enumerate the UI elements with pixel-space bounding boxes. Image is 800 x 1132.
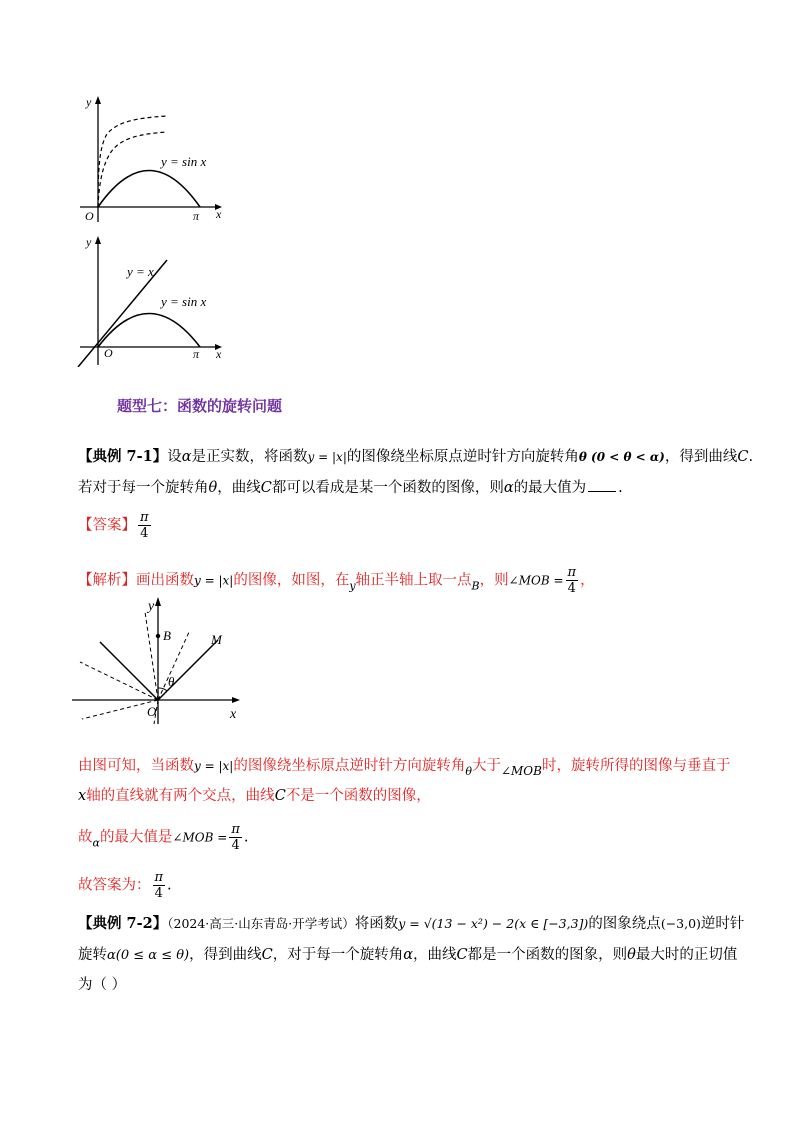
answer-7-1 [78,510,153,541]
x-axis-arrow-icon [232,697,240,703]
y-axis-arrow-icon [95,236,101,244]
y-axis-label: y [86,235,92,249]
point-B [156,634,160,638]
example-7-2-line-2: 旋转α(0 ≤ α ≤ θ)，得到曲线C，对于每一个旋转角α，曲线C都是一个函数的图象，则θ最大时的正切值 [78,947,738,963]
example-7-2-line-1: 【典例 7-2】（2024·高三·山东青岛·开学考试）将函数y = √(13 − x²) − 2(x ∈ [−3,3])的图象绕点(−3,0)逆时针 [78,915,745,932]
y-axis-label: y [86,95,92,109]
example-tag: 【典例 7-2】 [78,915,168,932]
conclusion-line-1: 由图可知，当函数y = |x|的图像绕坐标原点逆时针方向旋转角$_\theta$大于$_{\angle MOB}$时，旋转所得的图像与垂直于 [78,758,731,778]
origin-label: O [104,346,113,360]
example-7-1-line-1: 【典例 7-1】设α是正实数，将函数y = |x|的图像绕坐标原点逆时针方向旋转角θ (0 < θ < α)，得到曲线C. [78,448,754,465]
example-7-2-line-3: 为（ ） [78,977,127,993]
label-B: B [163,628,171,643]
example-tag: 【典例 7-1】 [78,448,168,465]
x-axis-label: x [216,207,222,221]
y-axis-arrow-icon [95,96,101,104]
curve-label: y = sin x [161,154,207,169]
line-label: y = x [127,264,154,279]
curve-label: y = sin x [161,294,207,309]
y-axis-arrow-icon [155,597,161,606]
dashed-ray-2 [145,612,158,700]
section-heading: 题型七：函数的旋转问题 [117,397,283,415]
y-axis-label: y [148,599,155,614]
ray-left [100,642,158,700]
sin-curve [98,314,200,348]
answer-fraction: $\frac{\pi}{4}$ [140,510,149,541]
sin-curve [98,171,200,208]
conclusion-line-3: 故$_\alpha$的最大值是∠MOB = $\frac{\pi}{4}$ . [78,822,249,853]
analysis-7-1: 【解析】画出函数y = |x|的图像，如图，在$_y$轴正半轴上取一点$_B$，则∠MOB = $\frac{\pi}{4}$ ， [78,565,595,596]
dashed-curve-lower [98,132,167,207]
answer-tag: 【答案】 [78,517,136,534]
origin-label: O [147,704,157,719]
analysis-tag: 【解析】 [78,572,136,589]
figure-sin-curves [75,92,235,227]
label-theta: θ [168,674,175,689]
label-M: M [211,632,222,647]
pi-label: π [193,347,200,361]
x-axis-label: x [216,347,222,361]
dashed-ray-3 [80,662,158,700]
example-7-1-line-2: 若对于每一个旋转角θ，曲线C都可以看成是某一个函数的图像，则α的最大值为 . [78,480,623,496]
figure-line-and-sin [75,232,235,367]
figure-rotation [70,592,250,732]
origin-label: O [85,209,94,223]
pi-label: π [193,209,200,223]
conclusion-line-2: x轴的直线就有两个交点，曲线C不是一个函数的图像， [78,788,431,804]
answer-blank [588,479,616,492]
x-axis-label: x [230,707,237,722]
conclusion-line-4: 故答案为： $\frac{\pi}{4}$ . [78,870,172,901]
